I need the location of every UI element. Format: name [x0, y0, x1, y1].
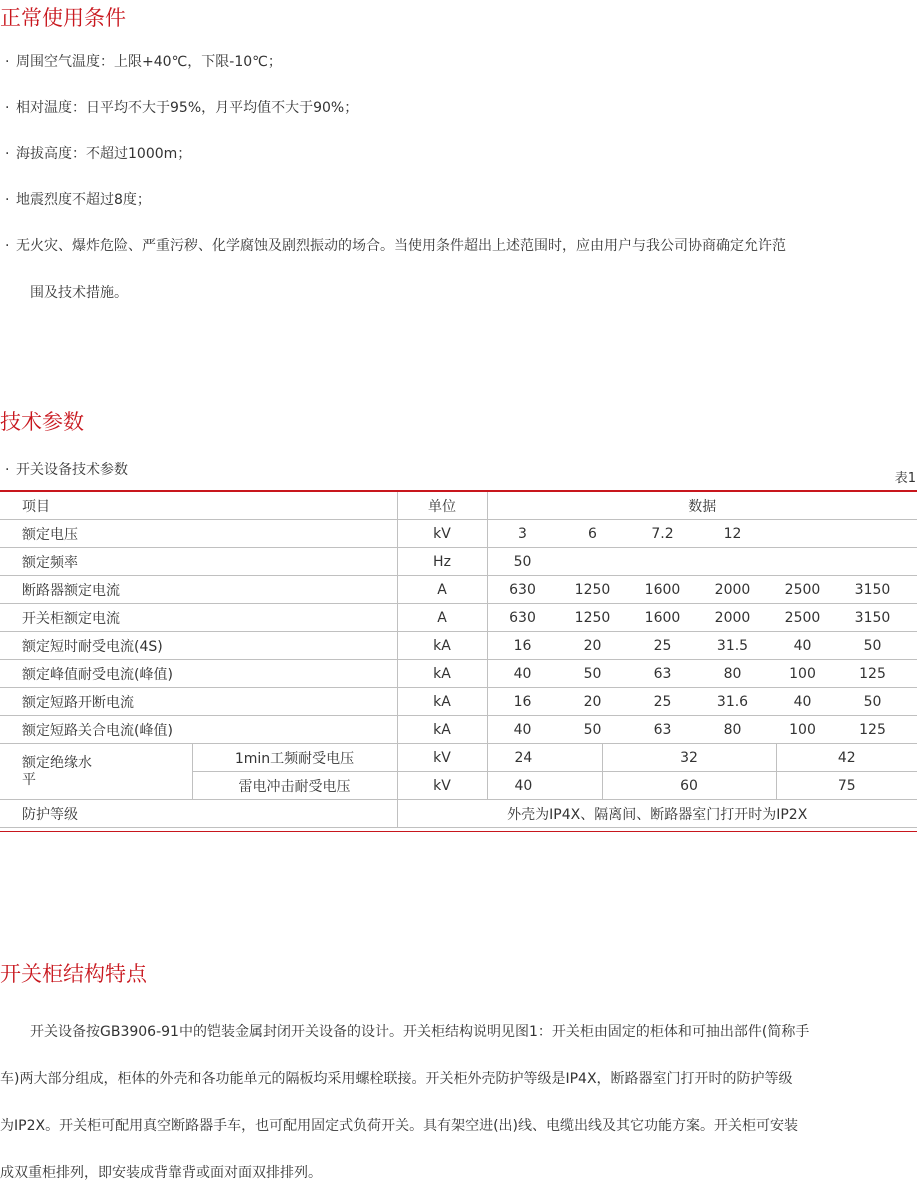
- bullet-mark: ·: [5, 462, 10, 478]
- condition-item: [5, 189, 151, 209]
- insulation-name: 额定绝缘水平: [22, 754, 92, 788]
- condition-item: [5, 51, 282, 71]
- row-unit: kV: [397, 744, 487, 772]
- table-row: [0, 716, 917, 744]
- row-unit: Hz: [397, 548, 487, 576]
- value-cell: 40: [513, 665, 532, 682]
- protection-value: 外壳为IP4X、隔离间、断路器室门打开时为IP2X: [397, 800, 917, 828]
- value-cell: 16: [513, 637, 532, 654]
- value-cell: 2500: [784, 609, 821, 626]
- row-name: 额定频率: [0, 548, 397, 576]
- value-cell: 40: [793, 637, 812, 654]
- row-name: 额定短时耐受电流(4S): [0, 632, 397, 660]
- value-cell: 3150: [854, 609, 891, 626]
- value-cell: 3150: [854, 581, 891, 598]
- paragraph-line: 为IP2X。开关柜可配用真空断路器手车，也可配用固定式负荷开关。具有架空进(出)线、电缆出线及其它功能方案。开关柜可安装: [0, 1118, 798, 1134]
- value-cell: 3: [518, 525, 527, 542]
- table-row: [0, 632, 917, 660]
- condition-text: 相对温度：日平均不大于95%，月平均值不大于90%；: [16, 100, 359, 116]
- header-unit: 单位: [397, 492, 487, 520]
- value-cell: 32: [602, 744, 776, 772]
- table-header-row: [0, 492, 917, 520]
- row-name: 额定短路关合电流(峰值): [0, 716, 397, 744]
- value-cell: 2000: [714, 581, 751, 598]
- condition-text: 无火灾、爆炸危险、严重污秽、化学腐蚀及剧烈振动的场合。当使用条件超出上述范围时，应由用户与我公司协商确定允许范: [16, 238, 786, 254]
- row-unit: A: [397, 576, 487, 604]
- value-cell: 50: [863, 637, 882, 654]
- value-cell: 40: [793, 693, 812, 710]
- row-unit: kA: [397, 632, 487, 660]
- table-row-protection: [0, 800, 917, 828]
- value-cell: 125: [859, 721, 886, 738]
- row-name: 开关柜额定电流: [0, 604, 397, 632]
- spec-table: [0, 492, 917, 828]
- row-values: [487, 660, 917, 688]
- section-heading-structure: 开关柜结构特点: [0, 962, 147, 986]
- table-row-insulation-1: [0, 744, 917, 772]
- condition-text: 地震烈度不超过8度；: [16, 192, 151, 208]
- value-cell: 50: [863, 693, 882, 710]
- value-cell: 80: [723, 665, 742, 682]
- row-unit: kA: [397, 660, 487, 688]
- condition-item: [5, 235, 786, 255]
- section-heading-technical-parameters: 技术参数: [0, 410, 84, 434]
- bullet-mark: ·: [5, 146, 10, 162]
- value-cell: 630: [509, 609, 536, 626]
- row-name: 额定峰值耐受电流(峰值): [0, 660, 397, 688]
- value-cell: 12: [723, 525, 742, 542]
- insulation-subitem: 1min工频耐受电压: [192, 744, 397, 772]
- header-data: 数据: [487, 492, 917, 520]
- value-cell: 2500: [784, 581, 821, 598]
- row-values: [487, 520, 917, 548]
- bullet-mark: ·: [5, 54, 10, 70]
- bullet-mark: ·: [5, 238, 10, 254]
- condition-item: [5, 97, 358, 117]
- paragraph-line: 成双重柜排列，即安装成背靠背或面对面双排排列。: [0, 1165, 322, 1181]
- table-row: [0, 520, 917, 548]
- section-heading-operating-conditions: 正常使用条件: [0, 6, 126, 30]
- insulation-subitem: 雷电冲击耐受电压: [192, 772, 397, 800]
- condition-item: [5, 143, 191, 163]
- row-values: [487, 716, 917, 744]
- table-row: [0, 604, 917, 632]
- row-name: 断路器额定电流: [0, 576, 397, 604]
- value-cell: 1600: [644, 609, 681, 626]
- value-cell: 6: [588, 525, 597, 542]
- bullet-mark: ·: [5, 100, 10, 116]
- value-cell: 31.6: [716, 693, 749, 710]
- row-name: 额定电压: [0, 520, 397, 548]
- table-row: [0, 660, 917, 688]
- table-row: [0, 548, 917, 576]
- value-cell: 40: [487, 772, 602, 800]
- insulation-name-cell: [0, 744, 192, 800]
- table-row: [0, 688, 917, 716]
- value-cell: 25: [653, 637, 672, 654]
- value-cell: 100: [789, 665, 816, 682]
- condition-item-continuation: 围及技术措施。: [30, 285, 128, 301]
- value-cell: 24: [487, 744, 602, 772]
- row-name: 额定短路开断电流: [0, 688, 397, 716]
- value-cell: 63: [653, 721, 672, 738]
- value-cell: 50: [583, 721, 602, 738]
- value-cell: 80: [723, 721, 742, 738]
- row-unit: kV: [397, 520, 487, 548]
- value-cell: 63: [653, 665, 672, 682]
- row-values: [487, 632, 917, 660]
- condition-text: 海拔高度：不超过1000m；: [16, 146, 192, 162]
- paragraph-line: 车)两大部分组成，柜体的外壳和各功能单元的隔板均采用螺栓联接。开关柜外壳防护等级是IP4X，断路器室门打开时的防护等级: [0, 1071, 793, 1087]
- value-cell: 50: [583, 665, 602, 682]
- value-cell: 40: [513, 721, 532, 738]
- value-cell: 31.5: [716, 637, 749, 654]
- value-cell: 1600: [644, 581, 681, 598]
- header-item: 项目: [0, 492, 397, 520]
- row-name: 防护等级: [0, 800, 397, 828]
- value-cell: 630: [509, 581, 536, 598]
- row-values: [487, 548, 917, 576]
- table-title: [5, 459, 128, 479]
- table-number-label: 表1: [894, 471, 916, 486]
- value-cell: 25: [653, 693, 672, 710]
- value-cell: 1250: [574, 581, 611, 598]
- value-cell: 60: [602, 772, 776, 800]
- paragraph-line: 开关设备按GB3906-91中的铠装金属封闭开关设备的设计。开关柜结构说明见图1：开关柜由固定的柜体和可抽出部件(简称手: [30, 1024, 810, 1040]
- table-bottom-rule: [0, 831, 917, 832]
- value-cell: 16: [513, 693, 532, 710]
- value-cell: 1250: [574, 609, 611, 626]
- condition-text: 周围空气温度：上限+40℃，下限-10℃；: [16, 54, 282, 70]
- row-values: [487, 576, 917, 604]
- row-unit: A: [397, 604, 487, 632]
- value-cell: 125: [859, 665, 886, 682]
- value-cell: 42: [776, 744, 917, 772]
- row-values: [487, 688, 917, 716]
- row-unit: kV: [397, 772, 487, 800]
- value-cell: 7.2: [651, 525, 674, 542]
- row-values: [487, 604, 917, 632]
- row-unit: kA: [397, 688, 487, 716]
- value-cell: 20: [583, 693, 602, 710]
- value-cell: 20: [583, 637, 602, 654]
- row-unit: kA: [397, 716, 487, 744]
- value-cell: 75: [776, 772, 917, 800]
- value-cell: 100: [789, 721, 816, 738]
- table-title-text: 开关设备技术参数: [16, 462, 128, 478]
- value-cell: 2000: [714, 609, 751, 626]
- value-cell: 50: [513, 553, 532, 570]
- table-row: [0, 576, 917, 604]
- bullet-mark: ·: [5, 192, 10, 208]
